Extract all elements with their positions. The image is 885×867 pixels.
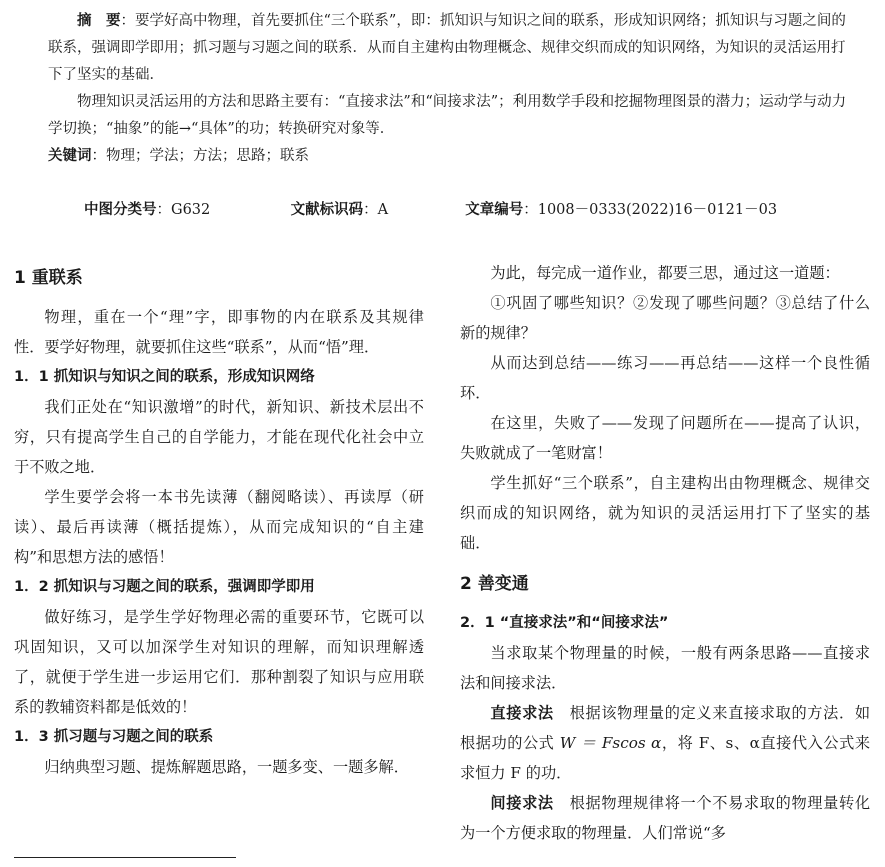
body-paragraph: 为此，每完成一道作业，都要三思，通过这一道题： (490, 264, 840, 282)
term-indirect-method: 间接求法 (490, 794, 554, 812)
article-number: 文章编号：1008－0333(2022)16－0121－03 (465, 202, 778, 218)
subsection-heading-1-2: 1．2 抓知识与习题之间的联系，强调即学即用 (14, 579, 315, 595)
keywords (48, 143, 853, 170)
term-direct-method: 直接求法 (490, 704, 554, 722)
article-meta (84, 198, 777, 219)
clc-number: 中图分类号：G632 (84, 202, 211, 218)
indirect-method-paragraph: 间接求法 根据物理规律将一个不易求取的物理量转化为一个方便求取的物理量．人们常说“多 (460, 794, 871, 842)
subsection-heading-1-1: 1．1 抓知识与知识之间的联系，形成知识网络 (14, 369, 315, 385)
body-paragraph: ①巩固了哪些知识？②发现了哪些问题？③总结了什么新的规律？ (460, 294, 870, 342)
body-paragraph: 物理，重在一个“理”字，即事物的内在联系及其规律性．要学好物理，就要抓住这些“联系”，从而“悟”理． (14, 308, 424, 356)
work-formula: W ＝ Fscos α (559, 734, 662, 752)
body-paragraph: 在这里，失败了——发现了问题所在——提高了认识，失败就成了一笔财富！ (460, 414, 870, 462)
right-column (460, 258, 870, 848)
body-paragraph: 我们正处在“知识激增”的时代，新知识、新技术层出不穷，只有提高学生自己的自学能力，才能在现代化社会中立于不败之地． (14, 398, 424, 476)
abstract-block (48, 8, 853, 170)
abstract-paragraph (48, 8, 853, 89)
body-paragraph: 归纳典型习题、提炼解题思路，一题多变、一题多解． (44, 758, 409, 776)
footnote-rule (14, 857, 236, 858)
body-paragraph: 当求取某个物理量的时候，一般有两条思路——直接求法和间接求法． (460, 644, 870, 692)
section-heading-2: 2 善变通 (460, 574, 529, 594)
body-paragraph: 学生要学会将一本书先读薄（翻阅略读）、再读厚（研读）、最后再读薄（概括提炼），从而完成知识的“自主建构”和思想方法的感悟！ (14, 488, 424, 566)
section-heading-1: 1 重联系 (14, 268, 83, 288)
subsection-heading-1-3: 1．3 抓习题与习题之间的联系 (14, 729, 214, 745)
left-column (14, 258, 424, 782)
abstract-label: 摘 要 (77, 13, 121, 29)
keywords-text: ：物理；学法；方法；思路；联系 (91, 148, 309, 164)
keywords-label: 关键词 (48, 148, 92, 164)
direct-method-paragraph: 直接求法 根据该物理量的定义来直接求取的方法．如根据功的公式 W ＝ Fscos α，将 F、s、α直接代入公式来求恒力 F 的功． (460, 704, 871, 782)
abstract-text: ：要学好高中物理，首先要抓住“三个联系”，即：抓知识与知识之间的联系，形成知识网络；抓知识与习题之间的联系，强调即学即用；抓习题与习题之间的联系．从而自主建构由物理概念、规律交织而成的知识网络，为知识的灵活运用打下了坚实的基础． (48, 13, 846, 83)
body-paragraph: 学生抓好“三个联系”，自主建构出由物理概念、规律交织而成的知识网络，就为知识的灵活运用打下了坚实的基础． (460, 474, 870, 552)
document-code: 文献标识码：A (290, 202, 389, 218)
abstract-paragraph-2: 物理知识灵活运用的方法和思路主要有：“直接求法”和“间接求法”；利用数学手段和挖掘物理图景的潜力；运动学与动力学切换；“抽象”的能→“具体”的功；转换研究对象等． (48, 94, 847, 137)
body-paragraph: 从而达到总结——练习——再总结——这样一个良性循环． (460, 354, 870, 402)
subsection-heading-2-1: 2．1 “直接求法”和“间接求法” (460, 615, 669, 631)
body-paragraph: 做好练习，是学生学好物理必需的重要环节，它既可以巩固知识，又可以加深学生对知识的理解，而知识理解透了，就便于学生进一步运用它们．那种割裂了知识与应用联系的教辅资料都是低效的！ (14, 608, 424, 716)
